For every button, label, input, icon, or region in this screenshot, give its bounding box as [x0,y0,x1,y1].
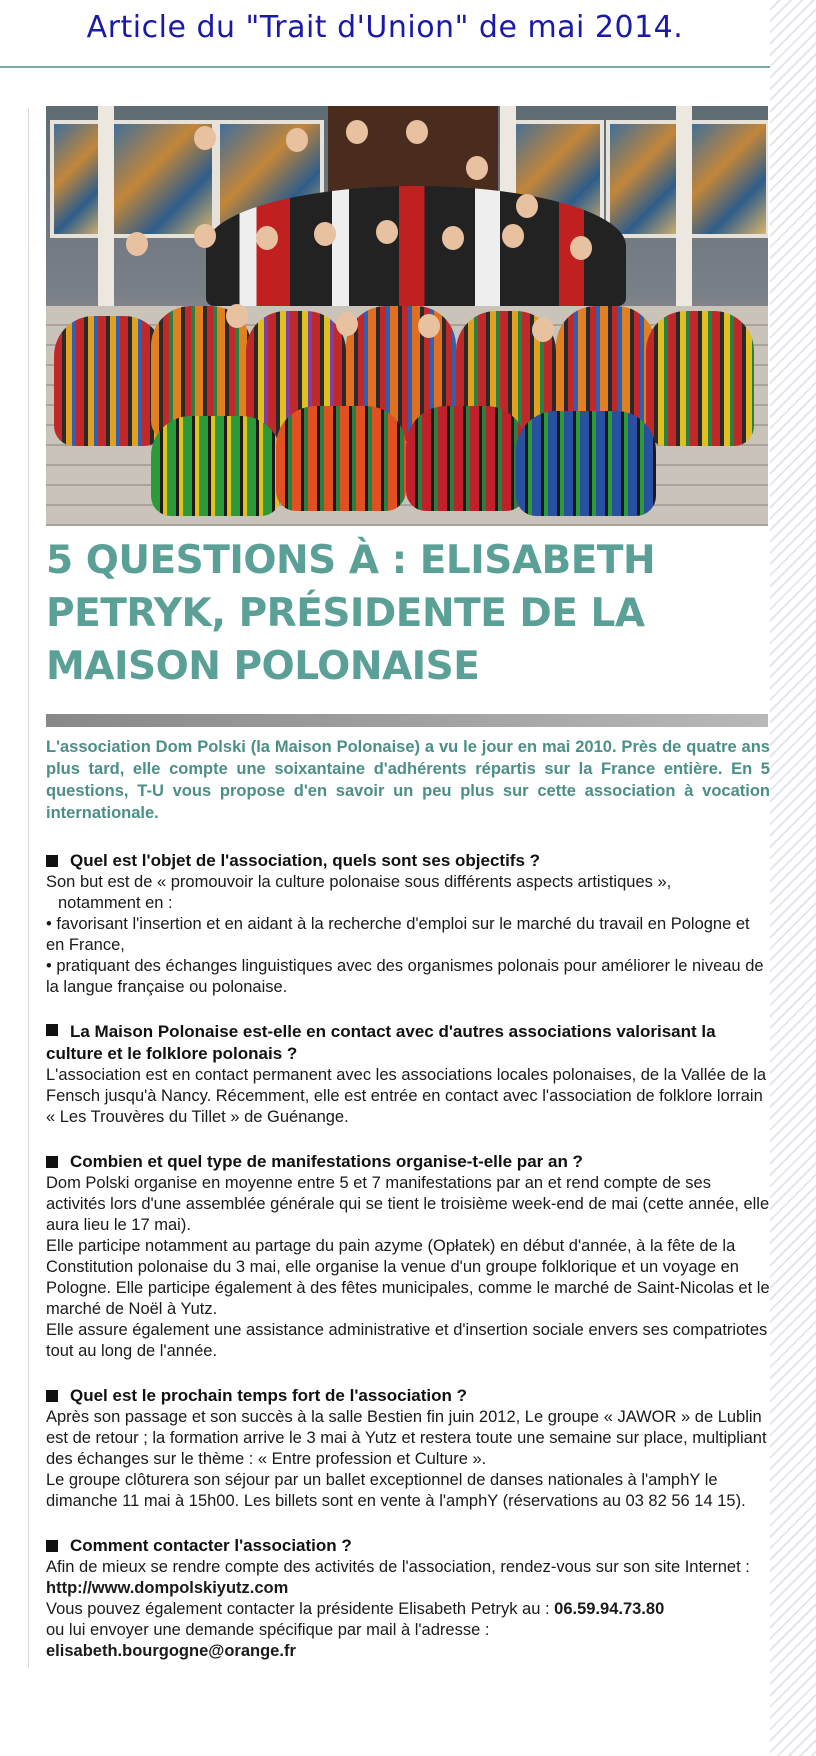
article-body [46,850,770,1662]
dancer-head [194,126,216,150]
dancer-skirt [151,416,281,516]
answer-paragraph: L'association est en contact permanent avec les associations locales polonaises, de la Vallée de la Fensch jusqu'à Nancy. Récemment, elle est entrée en contact avec l'association de folklore lorrain « Les Trouvères du Tillet » de Guénange. [46,1066,767,1126]
building-column [676,106,692,326]
question-section [46,1021,770,1128]
dancer-head [570,236,592,260]
dancer-skirt [406,406,526,511]
question-text: Comment contacter l'association ? [70,1536,352,1555]
margin-line [28,108,29,1668]
building-column [98,106,114,326]
dancer-head [406,120,428,144]
folk-ensemble-photo [46,106,768,526]
dancer-head [516,194,538,218]
question-text: Combien et quel type de manifestations organise-t-elle par an ? [70,1152,583,1171]
header-rule [0,66,770,68]
contact-paragraph [46,1557,770,1599]
dancer-head [336,312,358,336]
question-heading [46,1535,770,1557]
answer-paragraph: notamment en : [58,894,173,912]
dancer-skirt [54,316,164,446]
answer-paragraph: Après son passage et son succès à la salle Bestien fin juin 2012, Le groupe « JAWOR » de Lublin est de retour ; la formation arrive le 3 mai à Yutz et restera toute une semaine sur place, multipliant des échanges sur le thème : « Entre profession et Culture ». [46,1408,767,1468]
square-bullet-icon [46,1540,58,1552]
title-line: 5 QUESTIONS À : ELISABETH [46,538,656,583]
mural-panel [686,120,768,238]
website-link[interactable]: http://www.dompolskiyutz.com [46,1579,289,1597]
dancer-skirt [276,406,406,511]
dancer-head [532,318,554,342]
dancer-head [194,224,216,248]
dancer-head [376,220,398,244]
square-bullet-icon [46,1390,58,1402]
answer-paragraph: Le groupe clôturera son séjour par un ballet exceptionnel de danses nationales à l'amphY le dimanche 11 mai à 15h00. Les billets sont en vente à l'amphY (réservations au 03 82 56 14 15). [46,1471,746,1510]
answer-paragraph: Elle participe notamment au partage du pain azyme (Opłatek) en début d'année, à la fête de la Constitution polonaise du 3 mai, elle organise la venue d'un groupe folklorique et un voyage en Pologne. Elle participe également à des fêtes municipales, comme le marché de Saint-Nicolas et le marché de Noël à Yutz. [46,1237,770,1318]
article-intro: L'association Dom Polski (la Maison Polonaise) a vu le jour en mai 2010. Près de quatre ans plus tard, elle compte une soixantaine d'adhérents répartis sur la France entière. En 5 questions, T-U vous propose d'en savoir un peu plus sur cette association à vocation internationale. [46,738,770,822]
article-title [46,534,746,693]
dancer-head [286,128,308,152]
dancer-head [442,226,464,250]
header-title: Article du "Trait d'Union" de mai 2014. [86,10,684,45]
question-heading [46,1021,770,1065]
title-underline-bar [46,714,768,727]
contact-text: ou lui envoyer une demande spécifique par mail à l'adresse : [46,1621,490,1639]
contact-text: Vous pouvez également contacter la présidente Elisabeth Petryk au : [46,1600,555,1618]
question-section [46,850,770,998]
answer-bullet: • favorisant l'insertion et en aidant à la recherche d'emploi sur le marché du travail en Pologne et en France, [46,915,750,954]
dancer-head [256,226,278,250]
question-heading [46,850,770,872]
contact-paragraph [46,1599,770,1620]
dancer-skirt [646,311,754,446]
dancer-head [346,120,368,144]
answer-paragraph: Son but est de « promouvoir la culture polonaise sous différents aspects artistiques », [46,873,672,891]
page-edge-stripes [770,0,816,1756]
answer-bullet: • pratiquant des échanges linguistiques avec des organismes polonais pour améliorer le niveau de la langue française ou polonaise. [46,957,764,996]
title-line: MAISON POLONAISE [46,644,480,689]
dancer-head [314,222,336,246]
dancer-head [418,314,440,338]
dancer-head [126,232,148,256]
dancer-head [466,156,488,180]
dancer-skirt [516,411,656,516]
question-text: La Maison Polonaise est-elle en contact avec d'autres associations valorisant la culture et le folklore polonais ? [46,1022,716,1063]
question-section [46,1151,770,1362]
question-heading [46,1151,770,1173]
mural-panel [606,120,684,238]
square-bullet-icon [46,1156,58,1168]
page-header [0,0,770,68]
square-bullet-icon [46,855,58,867]
question-text: Quel est le prochain temps fort de l'association ? [70,1386,468,1405]
question-text: Quel est l'objet de l'association, quels sont ses objectifs ? [70,851,541,870]
title-line: PETRYK, PRÉSIDENTE DE LA [46,591,645,636]
square-bullet-icon [46,1024,58,1036]
question-heading [46,1385,770,1407]
dancer-head [502,224,524,248]
answer-paragraph: Dom Polski organise en moyenne entre 5 et 7 manifestations par an et rend compte de ses activités lors d'une assemblée générale qui se tient le troisième week-end de mai (cette année, elle aura lieu le 17 mai). [46,1174,770,1234]
question-section [46,1385,770,1512]
answer-paragraph: Elle assure également une assistance administrative et d'insertion sociale envers ses compatriotes tout au long de l'année. [46,1321,768,1360]
dancer-head [226,304,248,328]
question-section [46,1535,770,1662]
email-link[interactable]: elisabeth.bourgogne@orange.fr [46,1642,296,1660]
phone-number: 06.59.94.73.80 [554,1600,665,1618]
contact-text: Afin de mieux se rendre compte des activités de l'association, rendez-vous sur son site Internet : [46,1558,750,1576]
